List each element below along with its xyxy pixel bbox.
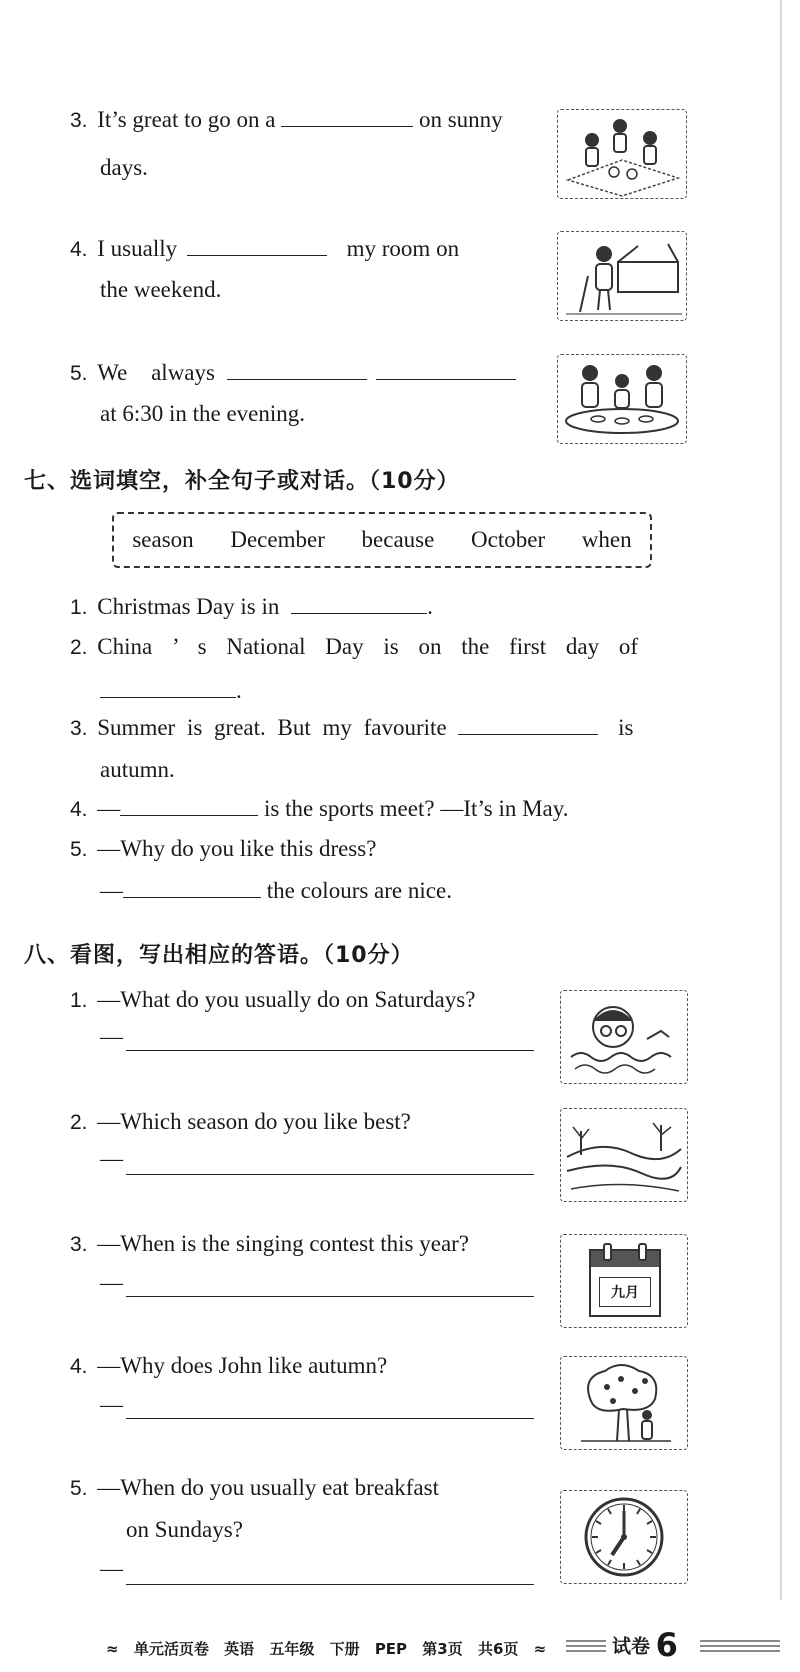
footer-series: 单元活页卷 — [133, 1640, 209, 1658]
question-number: 2. — [70, 636, 88, 659]
answer-blank[interactable] — [187, 235, 327, 256]
picnic-picture — [557, 109, 687, 199]
dialogue-dash: — — [100, 1270, 123, 1295]
winter-scene-icon — [561, 1109, 687, 1201]
test-badge-number: 6 — [655, 1626, 678, 1664]
question-text: —What do you usually do on Saturdays? — [97, 987, 476, 1012]
dialogue-reply: —It’s in May. — [440, 796, 569, 821]
cleaning-room-icon — [558, 232, 686, 320]
question-text: —Why do you like this dress? — [97, 836, 377, 861]
word-bank-item: October — [471, 527, 546, 552]
question-number: 2. — [70, 1111, 88, 1134]
question-text: China ’ s National Day is on the first day of — [97, 634, 638, 659]
question-text: is the sports meet? — [264, 796, 435, 821]
swimming-icon — [561, 991, 687, 1083]
answer-blank[interactable] — [458, 714, 598, 735]
section-title-7: 七、选词填空，补全句子或对话。（10分） — [24, 469, 460, 494]
word-bank-item: season — [132, 527, 194, 552]
question-number: 3. — [70, 109, 88, 132]
p6-q4-line1 — [70, 235, 459, 264]
question-number: 3. — [70, 717, 88, 740]
p6-q4-line2: the weekend. — [100, 277, 222, 302]
question-text: on sunny — [418, 107, 503, 132]
test-badge-label: 试卷 — [612, 1635, 651, 1658]
p7-q2-line2 — [100, 677, 242, 705]
answer-blank[interactable] — [120, 795, 258, 816]
dialogue-dash: — — [100, 1146, 123, 1171]
question-text: —When is the singing contest this year? — [97, 1231, 470, 1256]
footer-grade: 五年级 — [269, 1640, 315, 1658]
wave-icon: ≈ — [106, 1640, 119, 1658]
question-text: —Which season do you like best? — [97, 1109, 411, 1134]
p7-q3 — [70, 714, 634, 743]
swimming-picture — [560, 990, 688, 1084]
answer-blank[interactable] — [123, 877, 261, 898]
p8-q4 — [70, 1352, 387, 1381]
picnic-icon — [558, 110, 686, 198]
calendar-month-label: 九月 — [599, 1277, 651, 1307]
answer-line[interactable] — [126, 1174, 534, 1175]
question-number: 4. — [70, 238, 88, 261]
p8-q2 — [70, 1108, 411, 1137]
family-dinner-picture — [557, 354, 687, 444]
p6-q3-line2: days. — [100, 155, 148, 180]
question-number: 5. — [70, 838, 88, 861]
answer-blank[interactable] — [281, 106, 413, 127]
answer-line[interactable] — [126, 1296, 534, 1297]
question-number: 4. — [70, 798, 88, 821]
question-punct: . — [236, 678, 242, 703]
p8-q5-line1 — [70, 1474, 439, 1503]
calendar-picture — [560, 1234, 688, 1328]
p7-q5-line1 — [70, 835, 376, 864]
p7-q2 — [70, 633, 686, 662]
footer-volume: 下册 — [329, 1640, 360, 1658]
question-text: my room on — [346, 236, 460, 261]
word-bank-item: because — [361, 527, 435, 552]
question-text: the colours are nice. — [266, 878, 452, 903]
question-text: I usually — [97, 236, 178, 261]
question-number: 4. — [70, 1355, 88, 1378]
winter-scene-picture — [560, 1108, 688, 1202]
calendar-icon — [589, 1249, 661, 1317]
dialogue-dash: — — [100, 878, 123, 903]
p7-q4 — [70, 795, 569, 824]
word-bank — [112, 512, 652, 568]
question-text: —Why does John like autumn? — [97, 1353, 388, 1378]
dialogue-dash: — — [100, 1556, 123, 1581]
dialogue-dash: — — [97, 796, 121, 821]
question-number: 3. — [70, 1233, 88, 1256]
dialogue-dash: — — [100, 1024, 123, 1049]
question-number: 5. — [70, 1477, 88, 1500]
footer-wave-lines — [566, 1640, 606, 1652]
family-dinner-icon — [558, 355, 686, 443]
p8-q3 — [70, 1230, 469, 1259]
clock-picture — [560, 1490, 688, 1584]
question-number: 1. — [70, 596, 88, 619]
apple-tree-picture — [560, 1356, 688, 1450]
p7-q1 — [70, 593, 433, 622]
clock-icon — [561, 1491, 687, 1583]
footer-page: 第3页 — [422, 1640, 463, 1658]
word-bank-item: December — [230, 527, 325, 552]
question-text: Summer is great. But my favourite — [97, 715, 447, 740]
page-edge — [780, 0, 782, 1600]
answer-blank[interactable] — [376, 359, 516, 380]
wave-icon: ≈ — [533, 1640, 547, 1658]
p6-q5-line1 — [70, 359, 516, 388]
question-text: is — [618, 715, 634, 740]
answer-line[interactable] — [126, 1584, 534, 1585]
apple-tree-icon — [561, 1357, 687, 1449]
footer-total-pages: 共6页 — [477, 1640, 519, 1658]
question-text: Christmas Day is in — [97, 594, 280, 619]
word-bank-item: when — [581, 527, 632, 552]
answer-line[interactable] — [126, 1418, 534, 1419]
p8-q1 — [70, 986, 475, 1015]
question-number: 5. — [70, 362, 88, 385]
test-badge — [612, 1626, 678, 1664]
answer-blank[interactable] — [291, 593, 427, 614]
footer-subject: 英语 — [224, 1640, 255, 1658]
answer-blank[interactable] — [100, 677, 236, 698]
dialogue-dash: — — [100, 1392, 123, 1417]
question-text: —When do you usually eat breakfast — [97, 1475, 439, 1500]
footer-edition: PEP — [374, 1640, 408, 1658]
section-title-8: 八、看图，写出相应的答语。（10分） — [24, 943, 414, 968]
p7-q3-line2: autumn. — [100, 757, 175, 782]
question-text: It’s great to go on a — [97, 107, 276, 132]
p7-q5-line2 — [100, 877, 452, 905]
question-punct: . — [427, 594, 433, 619]
answer-blank[interactable] — [227, 359, 367, 380]
footer-wave-lines — [700, 1640, 780, 1652]
p8-q5-line2: on Sundays? — [126, 1517, 243, 1542]
answer-line[interactable] — [126, 1050, 534, 1051]
p6-q5-line2: at 6:30 in the evening. — [100, 401, 306, 426]
cleaning-room-picture — [557, 231, 687, 321]
question-text: We always — [97, 360, 215, 385]
p6-q3-line1 — [70, 106, 503, 135]
footer-bar — [106, 1638, 556, 1659]
question-number: 1. — [70, 989, 88, 1012]
